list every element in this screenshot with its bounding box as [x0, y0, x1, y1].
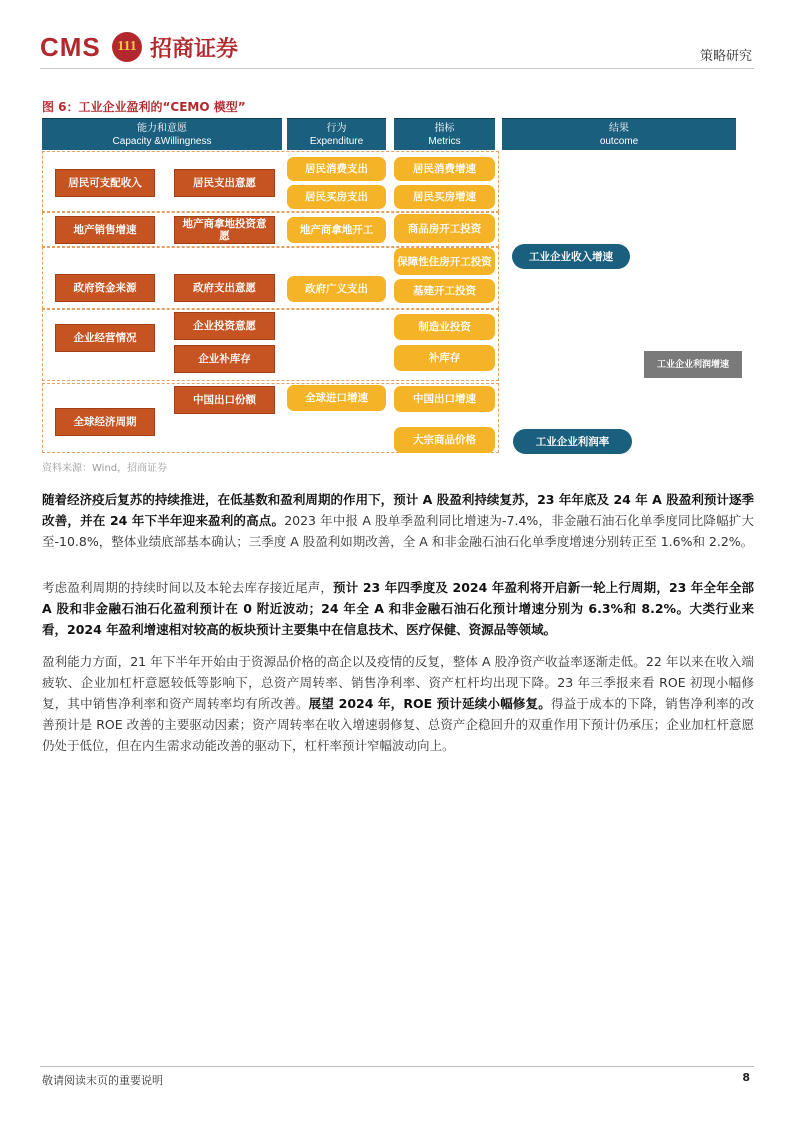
capacity-box: 地产销售增速 — [55, 216, 155, 244]
outcome-revenue-growth: 工业企业收入增速 — [512, 244, 630, 269]
page-number: 8 — [742, 1071, 750, 1084]
column-header-capacity — [42, 118, 282, 150]
paragraph-3-highlight: 展望 2024 年，ROE 预计延续小幅修复。 — [308, 696, 551, 711]
header-divider — [40, 68, 754, 69]
capacity-box: 政府资金来源 — [55, 274, 155, 302]
logo-badge-icon: 111 — [112, 32, 142, 62]
paragraph-2-text: 考虑盈利周期的持续时间以及本轮去库存接近尾声， — [42, 580, 334, 595]
outcome-profit-margin: 工业企业利润率 — [513, 429, 632, 454]
footer-disclaimer: 敬请阅读末页的重要说明 — [42, 1074, 163, 1087]
metric-box: 制造业投资 — [394, 314, 495, 340]
capacity-box: 企业经营情况 — [55, 324, 155, 352]
column-header-cn: 能力和意愿 — [137, 123, 187, 134]
column-header-cn: 结果 — [609, 123, 629, 134]
expenditure-box: 全球进口增速 — [287, 385, 386, 411]
column-header-metrics — [394, 118, 495, 150]
metric-box: 基建开工投资 — [394, 279, 495, 303]
capacity-box: 全球经济周期 — [55, 408, 155, 436]
expenditure-box: 居民买房支出 — [287, 185, 386, 209]
figure-title: 图 6：工业企业盈利的“CEMO 模型” — [42, 100, 246, 114]
paragraph-1-highlight: 随着经济疫后复苏的持续推进，在低基数和盈利周期的作用下，预计 A 股盈利持续复苏，23 年年底及 24 年 A 股盈利预计逐季改善，并在 24 年下半年迎来盈利的高点。 — [42, 492, 754, 528]
metric-box: 居民消费增速 — [394, 157, 495, 181]
willingness-box: 地产商拿地投资意愿 — [174, 216, 275, 244]
willingness-box: 政府支出意愿 — [174, 274, 275, 302]
column-header-cn: 指标 — [434, 123, 455, 134]
paragraph-1-text: 2023 年中报 A 股单季盈利同比增速为-7.4%，非金融石油石化单季度同比降幅扩大至-10.8%，整体业绩底部基本确认；三季度 A 股盈利如期改善，全 A 和非金融石油石化单季度增速分别转正至 1.6%和 2.2%。 — [42, 513, 754, 549]
paragraph-2 — [42, 577, 754, 640]
section-tag: 策略研究 — [699, 49, 752, 64]
metric-box: 大宗商品价格 — [394, 427, 495, 453]
column-header-expenditure — [287, 118, 386, 150]
column-header-en: Expenditure — [309, 136, 364, 147]
expenditure-box: 政府广义支出 — [287, 276, 386, 302]
logo-wordmark: CMS — [40, 32, 101, 62]
column-header-cn: 行为 — [326, 123, 347, 134]
outcome-profit-growth: 工业企业利润增速 — [644, 351, 742, 378]
metric-box: 中国出口增速 — [394, 386, 495, 412]
brand-logo — [40, 30, 270, 66]
paragraph-2-highlight: 预计 23 年四季度及 2024 年盈利将开启新一轮上行周期，23 年全年全部 A 股和非金融石油石化盈利预计在 0 附近波动；24 年全 A 和非金融石油石化预计增速分别为 6.3%和 8.2%。大类行业来看，2024 年盈利增速相对较高的板块预计主要集中在信息技术、医疗保健、资源品等领域。 — [42, 580, 754, 637]
metric-box: 保障性住房开工投资 — [394, 248, 495, 275]
expenditure-box: 地产商拿地开工 — [287, 217, 386, 243]
paragraph-3 — [42, 651, 754, 756]
willingness-box: 企业补库存 — [174, 345, 275, 373]
column-header-en: Metrics — [428, 136, 461, 147]
capacity-box: 居民可支配收入 — [55, 169, 155, 197]
paragraph-3-text-b: 得益于成本的下降，销售净利率的改善预计是 ROE 改善的主要驱动因素；资产周转率在收入增速弱修复、总资产企稳回升的双重作用下预计仍承压；企业加杠杆意愿仍处于低位，但在内生需求动能改善的驱动下，杠杆率预计窄幅波动向上。 — [42, 696, 754, 753]
paragraph-1 — [42, 489, 754, 552]
metric-box: 商品房开工投资 — [394, 214, 495, 243]
column-header-en: Capacity &Willingness — [112, 136, 212, 147]
willingness-box: 企业投资意愿 — [174, 312, 275, 340]
willingness-box: 居民支出意愿 — [174, 169, 275, 197]
column-header-outcome — [502, 118, 736, 150]
willingness-box: 中国出口份额 — [174, 386, 275, 414]
paragraph-3-text-a: 盈利能力方面，21 年下半年开始由于资源品价格的高企以及疫情的反复，整体 A 股净资产收益率逐渐走低。22 年以来在收入端疲软、企业加杠杆意愿较低等影响下，总资产周转率、销售净利率、资产杠杆均出现下降。23 年三季报来看 ROE 初现小幅修复，其中销售净利率和资产周转率均有所改善。 — [42, 654, 754, 711]
expenditure-box: 居民消费支出 — [287, 157, 386, 181]
metric-box: 居民买房增速 — [394, 185, 495, 209]
column-header-en: outcome — [599, 136, 639, 147]
logo-chinese-name: 招商证券 — [150, 36, 239, 62]
footer-divider — [40, 1066, 754, 1067]
metric-box: 补库存 — [394, 345, 495, 371]
figure-source: 资料来源：Wind，招商证券 — [42, 463, 168, 474]
